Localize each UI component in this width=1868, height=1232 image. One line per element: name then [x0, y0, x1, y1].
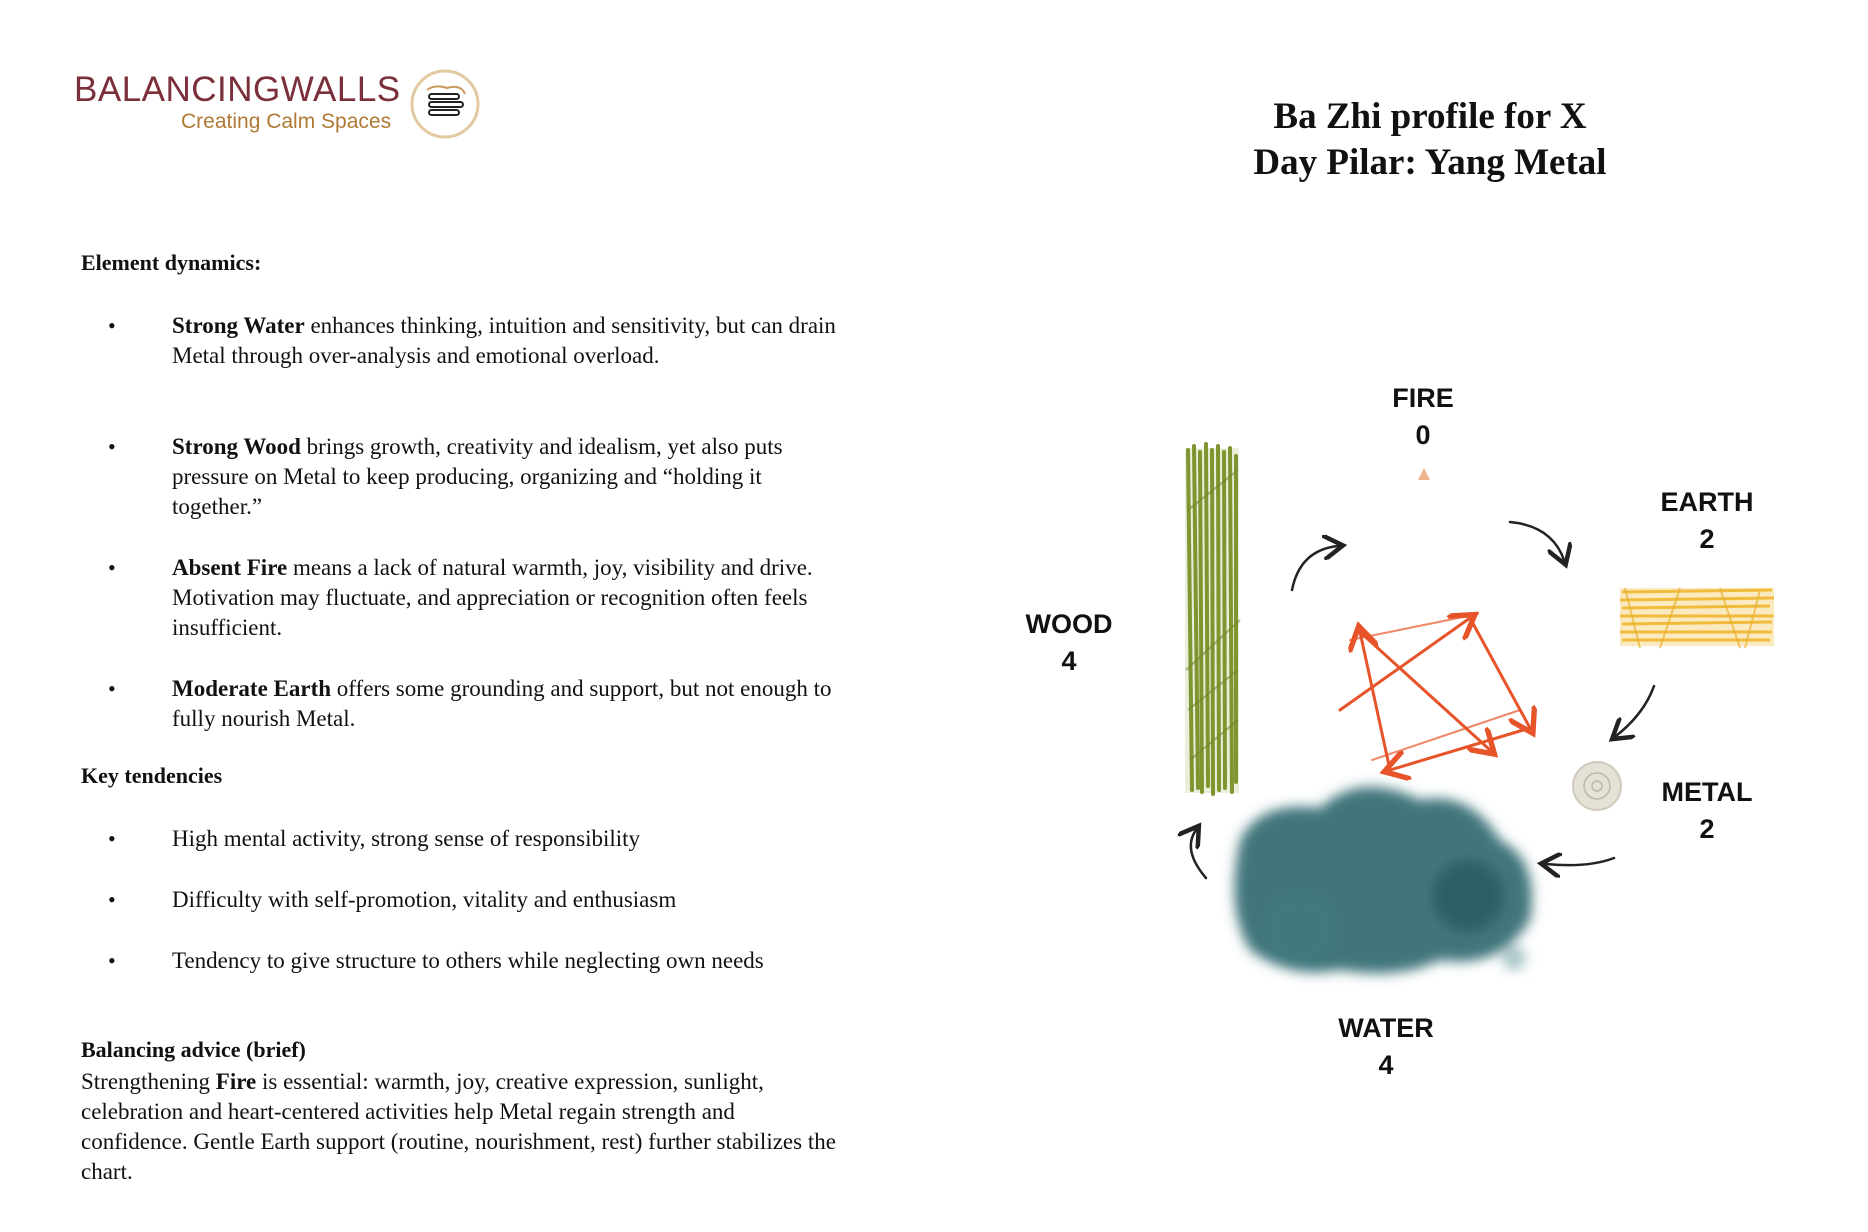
item-bold: Moderate Earth	[172, 676, 332, 701]
fire-label	[1378, 380, 1468, 454]
water-label	[1326, 1010, 1446, 1084]
earth-count: 2	[1699, 524, 1715, 554]
bullet-icon: •	[108, 826, 116, 851]
wood-label	[1014, 606, 1124, 680]
list-item	[81, 946, 841, 1006]
item-text: enhances thinking, intuition and sensitivity, but can drain Metal through over-analysis and emotional overload.	[172, 313, 836, 368]
item-bold: Strong Water	[172, 313, 305, 338]
wood-name: WOOD	[1025, 609, 1113, 639]
arrow-metal-to-water	[1546, 858, 1614, 865]
logo-tagline: Creating Calm Spaces	[181, 110, 392, 133]
key-tendencies-heading: Key tendencies	[81, 763, 223, 788]
logo-mark-icon	[407, 66, 483, 142]
element-dynamics-list	[81, 311, 841, 734]
advice-pre: Strengthening	[81, 1069, 216, 1094]
water-name: WATER	[1338, 1013, 1434, 1043]
balancing-advice-heading: Balancing advice (brief)	[81, 1037, 306, 1062]
five-elements-diagram	[1000, 370, 1830, 1100]
bullet-icon: •	[108, 555, 116, 580]
item-text: brings growth, creativity and idealism, yet also puts pressure on Metal to keep producing, organizing and “holding it together.”	[172, 434, 783, 519]
list-item	[81, 311, 841, 432]
list-item	[81, 674, 841, 734]
bullet-icon: •	[108, 313, 116, 338]
earth-label	[1652, 484, 1762, 558]
metal-count: 2	[1699, 814, 1715, 844]
water-swatch	[1234, 787, 1532, 974]
fire-name: FIRE	[1392, 383, 1454, 413]
item-text: offers some grounding and support, but not enough to fully nourish Metal.	[172, 676, 832, 731]
key-tendencies-list	[81, 824, 841, 1006]
advice-bold: Fire	[215, 1069, 257, 1094]
wood-swatch	[1185, 444, 1240, 794]
item-text: Difficulty with self-promotion, vitality and enthusiasm	[172, 887, 677, 912]
title-line-1: Ba Zhi profile for X	[1273, 96, 1587, 137]
element-dynamics-heading: Element dynamics:	[81, 250, 262, 275]
fire-count: 0	[1415, 420, 1431, 450]
advice-post: is essential: warmth, joy, creative expression, sunlight, celebration and heart-centered activities help Metal regain strength and confidence. Gentle Earth support (routine, nourishment, rest) further stabilizes the chart.	[81, 1069, 836, 1184]
list-item	[81, 432, 841, 553]
balancing-advice-text	[81, 1067, 841, 1187]
wood-count: 4	[1061, 646, 1077, 676]
page-title	[1150, 94, 1710, 186]
item-bold: Absent Fire	[172, 555, 288, 580]
earth-swatch	[1620, 588, 1774, 648]
list-item	[81, 553, 841, 674]
company-logo	[74, 66, 494, 146]
item-text: means a lack of natural warmth, joy, visibility and drive. Motivation may fluctuate, and appreciation or recognition often feels insufficient.	[172, 555, 813, 640]
fire-swatch	[1418, 468, 1430, 480]
item-text: High mental activity, strong sense of responsibility	[172, 826, 641, 851]
item-bold: Strong Wood	[172, 434, 301, 459]
water-count: 4	[1378, 1050, 1394, 1080]
metal-name: METAL	[1661, 777, 1753, 807]
title-line-2: Day Pilar: Yang Metal	[1253, 142, 1607, 183]
arrow-earth-to-metal	[1616, 686, 1654, 736]
controlling-cycle-star	[1340, 614, 1530, 770]
list-item	[81, 885, 841, 946]
arrow-wood-to-fire	[1292, 546, 1338, 590]
arrow-water-to-wood	[1191, 830, 1206, 878]
bullet-icon: •	[108, 676, 116, 701]
bullet-icon: •	[108, 887, 116, 912]
diagram-artwork	[1000, 370, 1830, 1100]
metal-label	[1652, 774, 1762, 848]
bullet-icon: •	[108, 948, 116, 973]
bullet-icon: •	[108, 434, 116, 459]
metal-swatch	[1573, 762, 1621, 810]
earth-name: EARTH	[1660, 487, 1754, 517]
list-item	[81, 824, 841, 885]
logo-name: BALANCINGWALLS	[74, 70, 401, 109]
arrow-fire-to-earth	[1510, 522, 1564, 560]
item-text: Tendency to give structure to others while neglecting own needs	[172, 948, 764, 973]
